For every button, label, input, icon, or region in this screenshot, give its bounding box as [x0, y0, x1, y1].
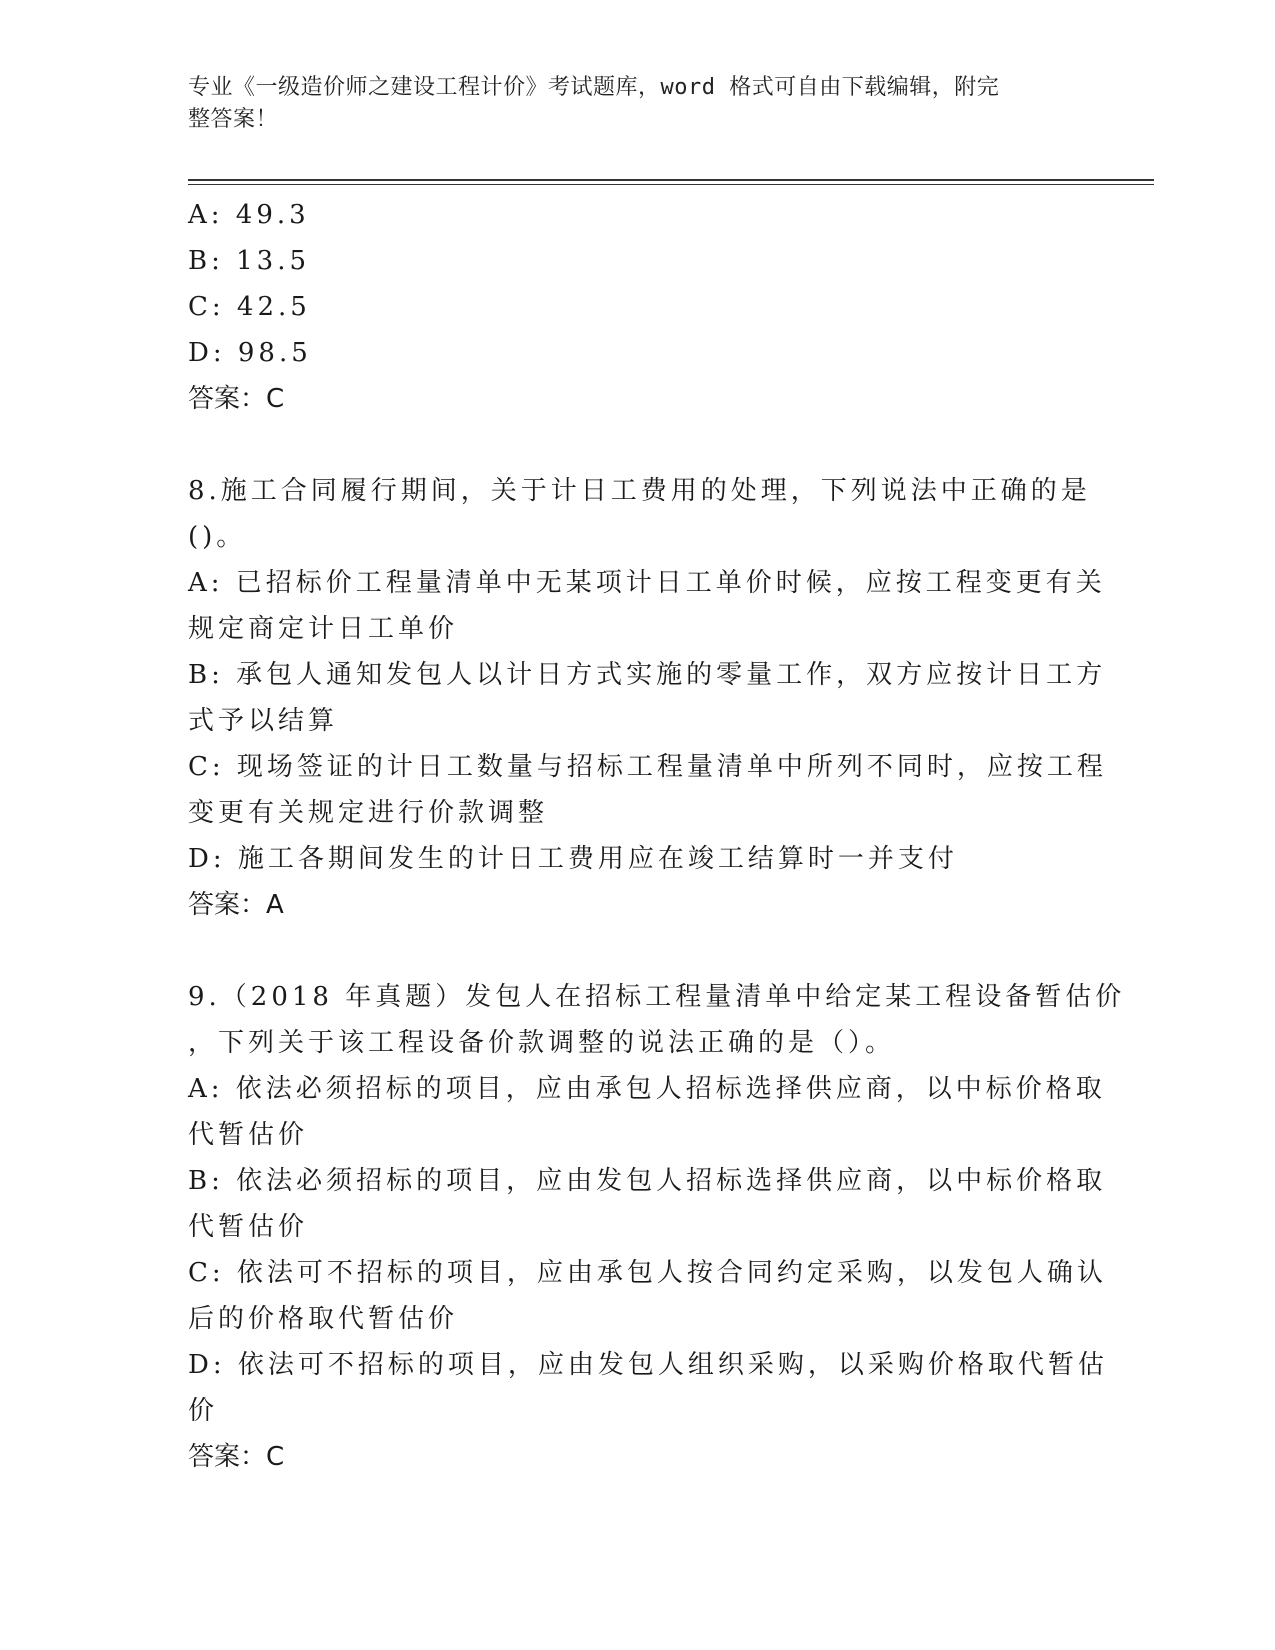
q9-option-c-line-1: C: 依法可不招标的项目，应由承包人按合同约定采购，以发包人确认	[188, 1258, 1107, 1288]
q9-option-a-line-1: A: 依法必须招标的项目，应由承包人招标选择供应商，以中标价格取	[188, 1074, 1106, 1104]
answer-value: C	[266, 384, 285, 414]
question-9-block	[188, 974, 1126, 1480]
q8-option-c-line-2: 变更有关规定进行价款调整	[188, 798, 549, 828]
answer-label: 答案：	[188, 384, 267, 414]
header-line-2: 整答案！	[188, 107, 279, 132]
q9-stem-line-1: 9.（2018 年真题）发包人在招标工程量清单中给定某工程设备暂估价	[188, 982, 1126, 1012]
q8-option-b-line-2: 式予以结算	[188, 706, 339, 736]
q7-answer	[188, 376, 1088, 422]
q9-option-c-line-2: 后的价格取代暂估价	[188, 1304, 459, 1334]
header-rule-thick	[188, 179, 1154, 181]
q8-option-b-line-1: B: 承包人通知发包人以计日方式实施的零量工作，双方应按计日工方	[188, 660, 1107, 690]
question-7-block	[188, 192, 1088, 422]
document-body	[188, 192, 1126, 1526]
question-8-block	[188, 468, 1107, 928]
q9-option-d-line-2: 价	[188, 1396, 219, 1426]
header-rule-thin	[188, 184, 1154, 185]
q8-option-a-line-1: A: 已招标价工程量清单中无某项计日工单价时候，应按工程变更有关	[188, 568, 1106, 598]
answer-value: A	[266, 890, 284, 920]
q9-option-d-line-1: D: 依法可不招标的项目，应由发包人组织采购，以采购价格取代暂估	[188, 1350, 1108, 1380]
header-line-1: 专业《一级造价师之建设工程计价》考试题库，word 格式可自由下载编辑，附完	[188, 75, 1000, 100]
q9-stem-line-2: ，下列关于该工程设备价款调整的说法正确的是（）。	[188, 1028, 896, 1058]
q7-option-d: D: 98.5	[188, 338, 312, 368]
answer-label: 答案：	[188, 1442, 267, 1472]
q7-option-c: C: 42.5	[188, 292, 311, 322]
document-header	[188, 72, 1068, 136]
q8-stem-line-1: 8.施工合同履行期间，关于计日工费用的处理，下列说法中正确的是	[188, 476, 1091, 506]
q8-option-d-line-1: D: 施工各期间发生的计日工费用应在竣工结算时一并支付	[188, 844, 958, 874]
answer-label: 答案：	[188, 890, 267, 920]
q7-option-b: B: 13.5	[188, 246, 311, 276]
q9-option-b-line-2: 代暂估价	[188, 1212, 309, 1242]
q8-option-a-line-2: 规定商定计日工单价	[188, 614, 459, 644]
q9-answer	[188, 1434, 1088, 1480]
q8-stem-line-2: ()。	[188, 522, 247, 552]
q9-option-b-line-1: B: 依法必须招标的项目，应由发包人招标选择供应商，以中标价格取	[188, 1166, 1107, 1196]
q7-option-a: A: 49.3	[188, 200, 310, 230]
q9-option-a-line-2: 代暂估价	[188, 1120, 309, 1150]
q8-option-c-line-1: C: 现场签证的计日工数量与招标工程量清单中所列不同时，应按工程	[188, 752, 1107, 782]
answer-value: C	[266, 1442, 285, 1472]
q8-answer	[188, 882, 1088, 928]
